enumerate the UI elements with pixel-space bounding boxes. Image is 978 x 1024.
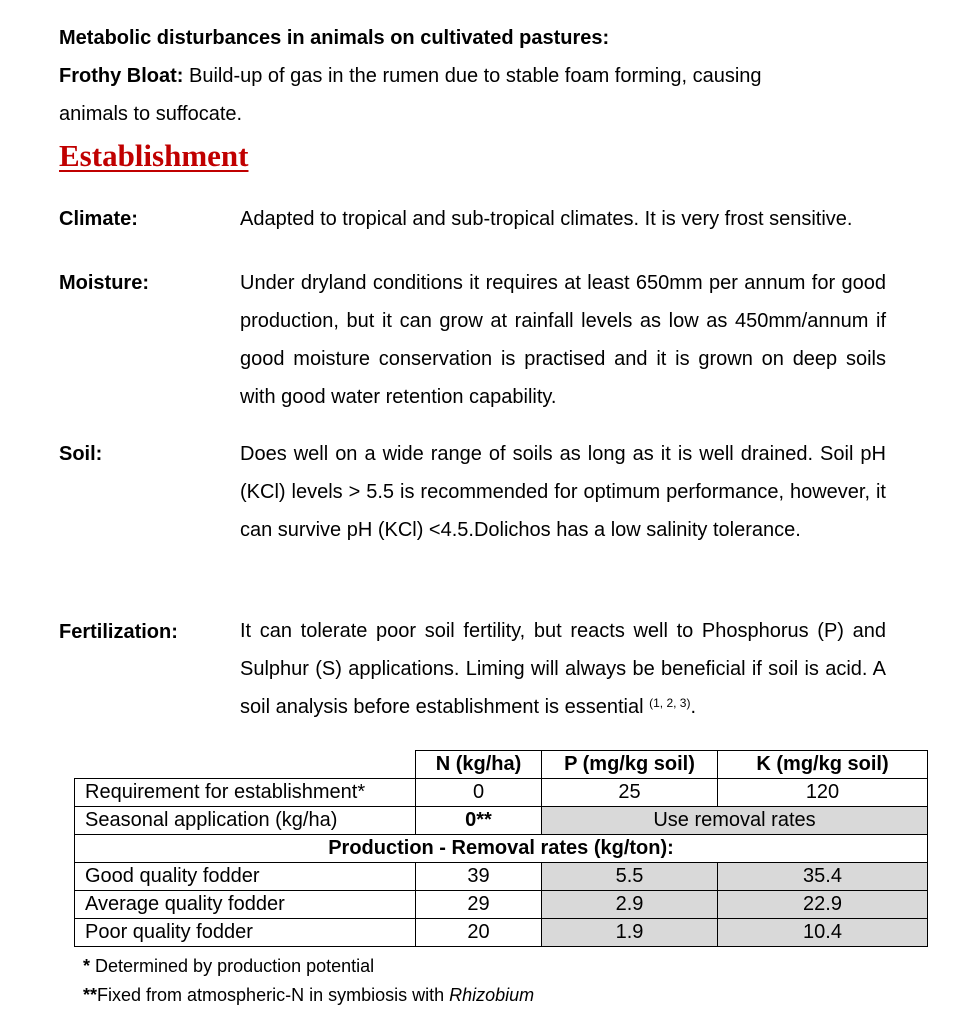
requirement-label: Requirement for establishment* <box>75 779 416 807</box>
climate-text: Adapted to tropical and sub-tropical climates. It is very frost sensitive. <box>240 208 853 230</box>
table-row <box>75 919 928 947</box>
climate-label: Climate: <box>59 208 138 230</box>
fodder-n: 29 <box>416 891 542 919</box>
fertilization-paragraph <box>240 612 886 726</box>
intro-title: Metabolic disturbances in animals on cultivated pastures: <box>59 27 610 49</box>
header-n: N (kg/ha) <box>416 751 542 779</box>
removal-title: Production - Removal rates (kg/ton): <box>75 835 928 863</box>
fodder-label: Poor quality fodder <box>75 919 416 947</box>
requirement-n: 0 <box>416 779 542 807</box>
table-row <box>75 891 928 919</box>
footnote-2-italic: Rhizobium <box>449 985 535 1005</box>
seasonal-pk: Use removal rates <box>542 807 928 835</box>
header-k: K (mg/kg soil) <box>718 751 928 779</box>
fertilization-label: Fertilization: <box>59 621 178 643</box>
requirement-k: 120 <box>718 779 928 807</box>
fodder-label: Average quality fodder <box>75 891 416 919</box>
fertilization-references: (1, 2, 3) <box>649 696 691 710</box>
requirement-p: 25 <box>542 779 718 807</box>
fertilization-text: It can tolerate poor soil fertility, but reacts well to Phosphorus (P) and Sulphur (S) applications. Liming will always be beneficial if soil is acid. A soil analysis before establishment is essential <box>240 620 886 718</box>
bloat-line <box>59 57 762 95</box>
seasonal-n: 0** <box>416 807 542 835</box>
soil-label: Soil: <box>59 443 103 465</box>
seasonal-label: Seasonal application (kg/ha) <box>75 807 416 835</box>
nutrient-table <box>74 750 928 947</box>
fodder-n: 39 <box>416 863 542 891</box>
fodder-n: 20 <box>416 919 542 947</box>
bloat-text: Build-up of gas in the rumen due to stable foam forming, causing <box>183 65 762 87</box>
footnote-1 <box>83 956 374 977</box>
fodder-k: 35.4 <box>718 863 928 891</box>
footnote-2-mark: ** <box>83 985 98 1005</box>
bloat-label: Frothy Bloat: <box>59 65 184 87</box>
moisture-text: Under dryland conditions it requires at least 650mm per annum for good production, but it can grow at rainfall levels as low as 450mm/annum if good moisture conservation is practised and it is grown on deep soils with good water retention capability. <box>240 272 886 408</box>
fodder-k: 22.9 <box>718 891 928 919</box>
fodder-p: 2.9 <box>542 891 718 919</box>
footnote-2 <box>83 985 534 1006</box>
bloat-text-continued: animals to suffocate. <box>59 103 243 125</box>
footnote-1-text: Determined by production potential <box>90 956 375 976</box>
moisture-label: Moisture: <box>59 272 149 294</box>
section-heading: Establishment <box>59 138 249 173</box>
fodder-p: 1.9 <box>542 919 718 947</box>
table-row <box>75 863 928 891</box>
table-row <box>75 779 928 807</box>
footnote-2-text: Fixed from atmospheric-N in symbiosis with <box>97 985 450 1005</box>
header-p: P (mg/kg soil) <box>542 751 718 779</box>
removal-title-row <box>75 835 928 863</box>
table-row <box>75 807 928 835</box>
fodder-p: 5.5 <box>542 863 718 891</box>
fodder-label: Good quality fodder <box>75 863 416 891</box>
soil-text: Does well on a wide range of soils as long as it is well drained. Soil pH (KCl) levels > 5.5 is recommended for optimum performance, however, it can survive pH (KCl) <4.5.Dolichos has a low salinity tolerance. <box>240 443 886 541</box>
footnote-1-mark: * <box>83 956 91 976</box>
table-corner <box>75 751 416 779</box>
fertilization-period: . <box>690 696 697 718</box>
table-header-row <box>75 751 928 779</box>
fodder-k: 10.4 <box>718 919 928 947</box>
